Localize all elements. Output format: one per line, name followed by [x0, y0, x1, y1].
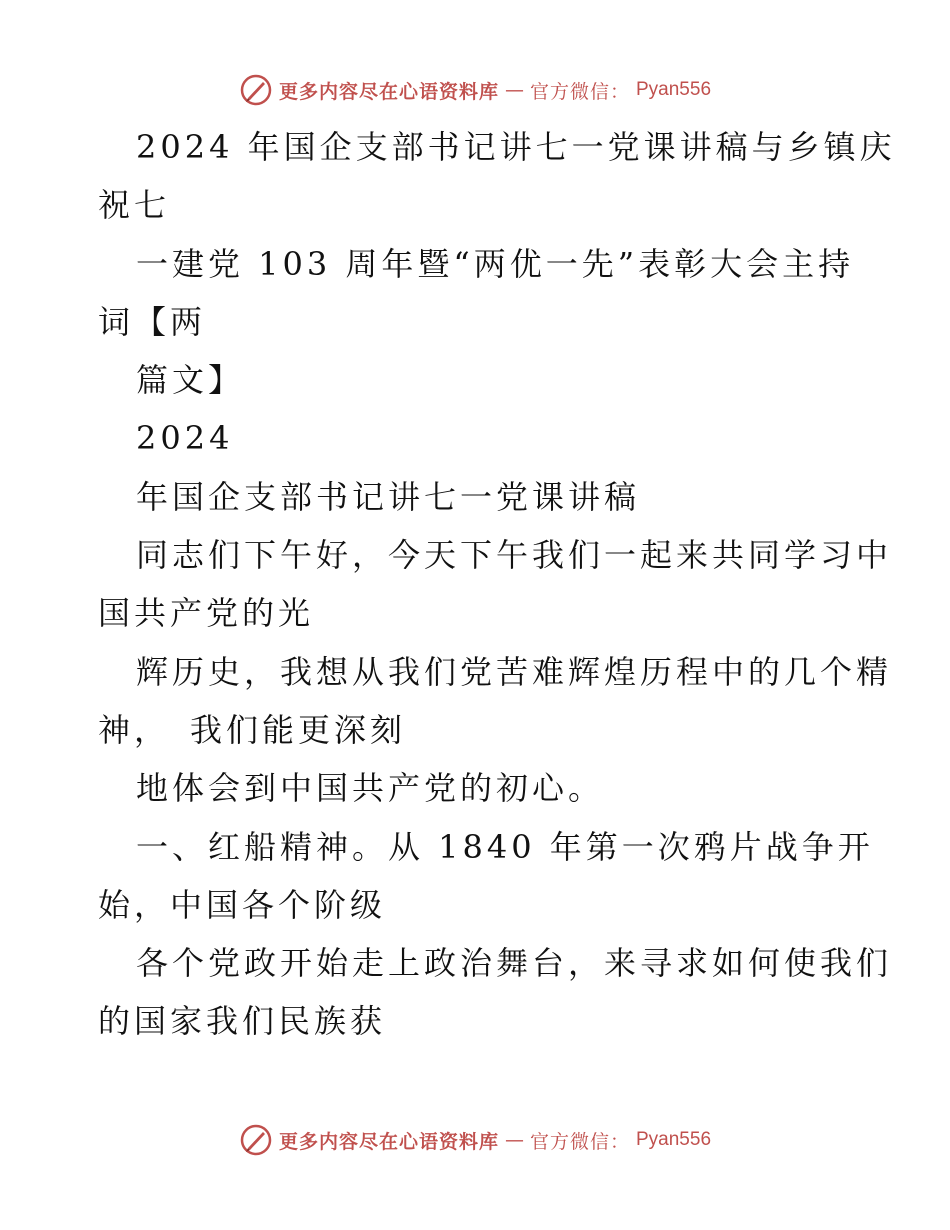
text-line: 一建党 103 周年暨“两优一先”表彰大会主持 — [136, 244, 855, 283]
text-line: 同志们下午好，今天下午我们一起来共同学习中 — [136, 536, 893, 575]
text-line: 辉历史，我想从我们党苦难辉煌历程中的几个精 — [136, 652, 893, 691]
watermark-id: Pyan556 — [636, 1129, 712, 1150]
text-line: 篇文】 — [136, 361, 245, 400]
text-line: 2024 年国企支部书记讲七一党课讲稿与乡镇庆 — [136, 128, 896, 166]
text-line: 地体会到中国共产党的初心。 — [136, 769, 605, 808]
text-line: 始，中国各个阶级 — [98, 885, 387, 924]
watermark-separator: — — [504, 1129, 524, 1151]
text-line: 各个党政开始走上政治舞台，来寻求如何使我们 — [136, 944, 893, 983]
text-line: 词【两 — [98, 302, 207, 341]
watermark-site: 更多内容尽在心语资料库 — [278, 80, 499, 103]
text-line: 祝七 — [98, 186, 171, 225]
text-line: 神， 我们能更深刻 — [98, 710, 407, 749]
text-line: 年国企支部书记讲七一党课讲稿 — [136, 477, 641, 516]
header-watermark — [0, 70, 950, 110]
text-line: 国共产党的光 — [98, 594, 315, 633]
watermark-id: Pyan556 — [636, 79, 712, 100]
text-line: 一、红船精神。从 1840 年第一次鸦片战争开 — [136, 827, 874, 866]
watermark-label: 官方微信： — [529, 80, 630, 103]
quill-pen-icon — [239, 1123, 273, 1157]
text-line: 2024 — [136, 419, 234, 458]
quill-pen-icon — [239, 73, 273, 107]
watermark-label: 官方微信： — [529, 1130, 630, 1153]
footer-watermark — [0, 1120, 950, 1160]
watermark-site: 更多内容尽在心语资料库 — [278, 1130, 499, 1153]
watermark-separator: — — [504, 79, 524, 101]
document-body — [98, 118, 896, 1051]
text-line: 的国家我们民族获 — [98, 1002, 387, 1041]
